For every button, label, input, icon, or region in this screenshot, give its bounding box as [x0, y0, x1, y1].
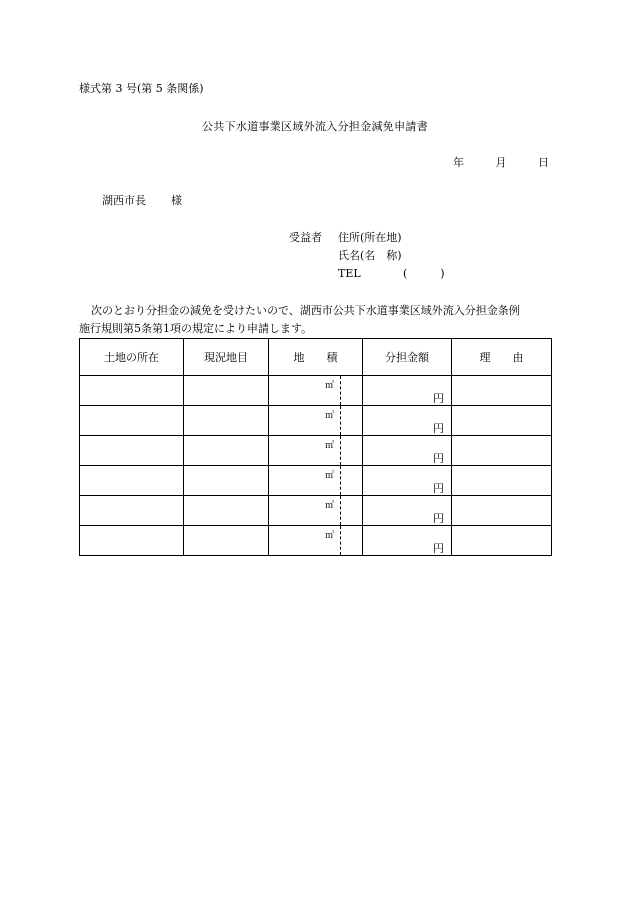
table-row: [80, 406, 552, 436]
amount-unit: 円: [433, 392, 444, 405]
reason-cell: [452, 406, 552, 436]
header-amount: 分担金額: [363, 339, 452, 376]
area-cell: [269, 376, 363, 406]
amount-cell: [363, 436, 452, 466]
area-unit: ㎡: [325, 471, 335, 481]
header-reason: 理 由: [452, 339, 552, 376]
location-cell: [80, 436, 184, 466]
area-cell: [269, 406, 363, 436]
table-row: [80, 436, 552, 466]
reason-cell: [452, 436, 552, 466]
document-title: 公共下水道事業区域外流入分担金減免申請書: [202, 120, 428, 133]
land-use-cell: [184, 436, 269, 466]
table-row: [80, 496, 552, 526]
land-use-cell: [184, 526, 269, 556]
location-cell: [80, 376, 184, 406]
land-use-cell: [184, 406, 269, 436]
addressee-suffix: 様: [171, 194, 182, 207]
area-unit: ㎡: [325, 501, 335, 511]
amount-cell: [363, 526, 452, 556]
header-location: 土地の所在: [80, 339, 184, 376]
location-cell: [80, 406, 184, 436]
addressee: [102, 195, 182, 206]
area-cell: [269, 526, 363, 556]
amount-unit: 円: [433, 542, 444, 555]
area-cell: [269, 436, 363, 466]
form-number: 様式第 3 号(第 5 条関係): [79, 82, 204, 95]
reduction-table: [79, 338, 552, 556]
date-day-label: 日: [538, 156, 549, 169]
reason-cell: [452, 466, 552, 496]
reason-cell: [452, 526, 552, 556]
area-unit: ㎡: [325, 411, 335, 421]
amount-unit: 円: [433, 422, 444, 435]
tel-label: TEL: [338, 267, 361, 280]
address-label: 住所(所在地): [338, 231, 402, 244]
area-divider: [340, 406, 341, 435]
tel-parentheses: ( ): [403, 267, 445, 280]
land-use-cell: [184, 376, 269, 406]
land-use-cell: [184, 466, 269, 496]
table-row: [80, 526, 552, 556]
area-divider: [340, 466, 341, 495]
amount-cell: [363, 496, 452, 526]
date-row: [453, 157, 549, 168]
table-header-row: [80, 339, 552, 376]
applicant-label: 受益者: [289, 231, 322, 244]
amount-cell: [363, 376, 452, 406]
amount-unit: 円: [433, 452, 444, 465]
area-cell: [269, 466, 363, 496]
area-unit: ㎡: [325, 381, 335, 391]
amount-unit: 円: [433, 512, 444, 525]
area-cell: [269, 496, 363, 526]
area-divider: [340, 496, 341, 525]
amount-cell: [363, 466, 452, 496]
body-text-line-2: 施行規則第5条第1項の規定により申請します。: [79, 322, 313, 335]
name-label: 氏名(名 称): [338, 249, 402, 262]
location-cell: [80, 496, 184, 526]
area-divider: [340, 526, 341, 555]
amount-unit: 円: [433, 482, 444, 495]
date-month-label: 月: [495, 156, 507, 169]
area-unit: ㎡: [325, 531, 335, 541]
addressee-name: 湖西市長: [102, 194, 146, 207]
location-cell: [80, 526, 184, 556]
land-use-cell: [184, 496, 269, 526]
header-land-use: 現況地目: [184, 339, 269, 376]
area-unit: ㎡: [325, 441, 335, 451]
reason-cell: [452, 496, 552, 526]
amount-cell: [363, 406, 452, 436]
header-area: 地 積: [269, 339, 363, 376]
body-text-line-1: 次のとおり分担金の減免を受けたいので、湖西市公共下水道事業区域外流入分担金条例: [91, 304, 520, 317]
area-divider: [340, 376, 341, 405]
location-cell: [80, 466, 184, 496]
table-row: [80, 376, 552, 406]
table-row: [80, 466, 552, 496]
area-divider: [340, 436, 341, 465]
date-year-label: 年: [453, 156, 464, 169]
reason-cell: [452, 376, 552, 406]
